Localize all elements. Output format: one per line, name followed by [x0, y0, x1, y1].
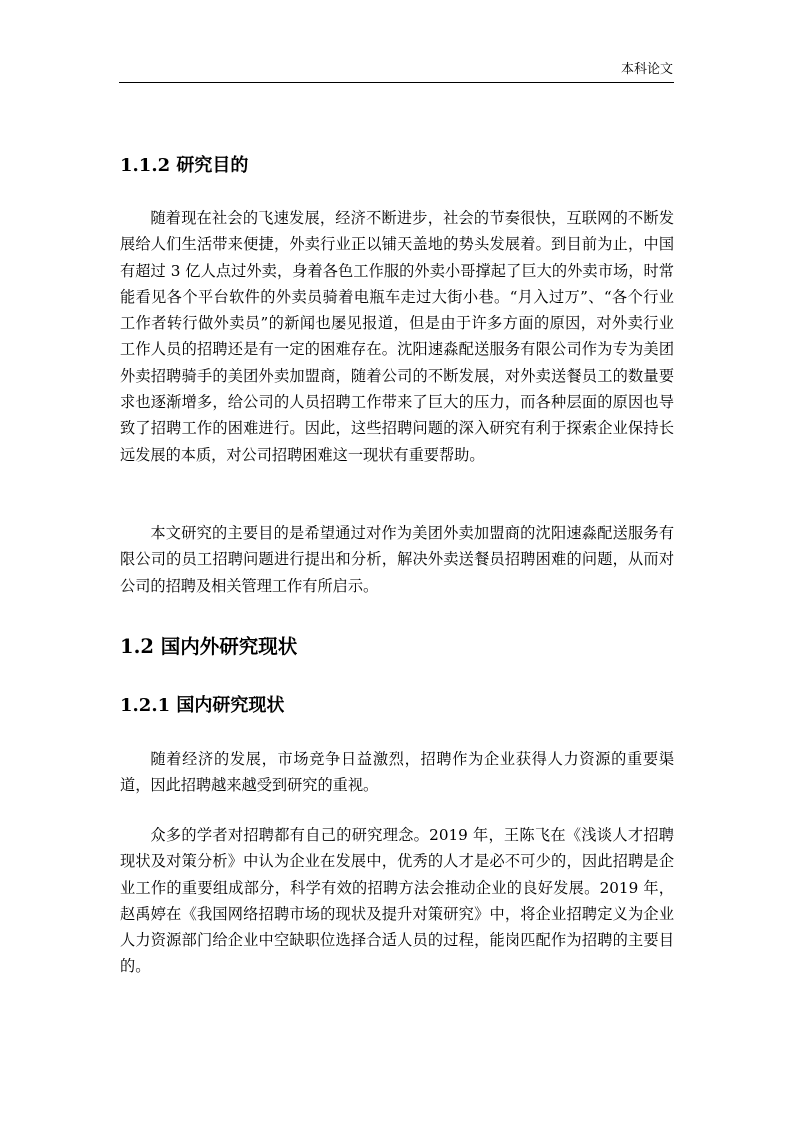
section-heading-1-2: 1.2 国内外研究现状: [120, 635, 298, 658]
paragraph-domestic-status-1: 随着经济的发展，市场竞争日益激烈，招聘作为企业获得人力资源的重要渠道，因此招聘越来越受到研究的重视。: [120, 750, 674, 795]
paragraph-domestic-status-2: 众多的学者对招聘都有自己的研究理念。2019 年，王陈飞在《浅谈人才招聘现状及对策分析》中认为企业在发展中，优秀的人才是必不可少的，因此招聘是企业工作的重要组成部分，科学有效的招聘方法会推动企业的良好发展。2019 年，赵禹婷在《我国网络招聘市场的现状及提升对策研究》中，将企业招聘定义为企业人力资源部门给企业中空缺职位选择合适人员的过程，能岗匹配作为招聘的主要目的。: [120, 826, 674, 976]
paragraph-research-purpose-1: 随着现在社会的飞速发展，经济不断进步，社会的节奏很快，互联网的不断发展给人们生活带来便捷，外卖行业正以铺天盖地的势头发展着。到目前为止，中国有超过 3 亿人点过外卖，身着各色工作服的外卖小哥撑起了巨大的外卖市场，时常能看见各个平台软件的外卖员骑着电瓶车走过大街小巷。“月入过万”、“各个行业工作者转行做外卖员”的新闻也屡见报道，但是由于许多方面的原因，对外卖行业工作人员的招聘还是有一定的困难存在。沈阳速淼配送服务有限公司作为专为美团外卖招聘骑手的美团外卖加盟商，随着公司的不断发展，对外卖送餐员工的数量要求也逐渐增多，给公司的人员招聘工作带来了巨大的压力，而各种层面的原因也导致了招聘工作的困难进行。因此，这些招聘问题的深入研究有利于探索企业保持长远发展的本质，对公司招聘困难这一现状有重要帮助。: [120, 209, 674, 464]
section-heading-1-1-2: 1.1.2 研究目的: [120, 155, 249, 176]
running-header: 本科论文: [620, 62, 673, 77]
paragraph-research-purpose-2: 本文研究的主要目的是希望通过对作为美团外卖加盟商的沈阳速淼配送服务有限公司的员工招聘问题进行提出和分析，解决外卖送餐员招聘困难的问题，从而对公司的招聘及相关管理工作有所启示。: [120, 524, 674, 595]
header-rule: [119, 82, 674, 83]
section-heading-1-2-1: 1.2.1 国内研究现状: [120, 695, 285, 716]
